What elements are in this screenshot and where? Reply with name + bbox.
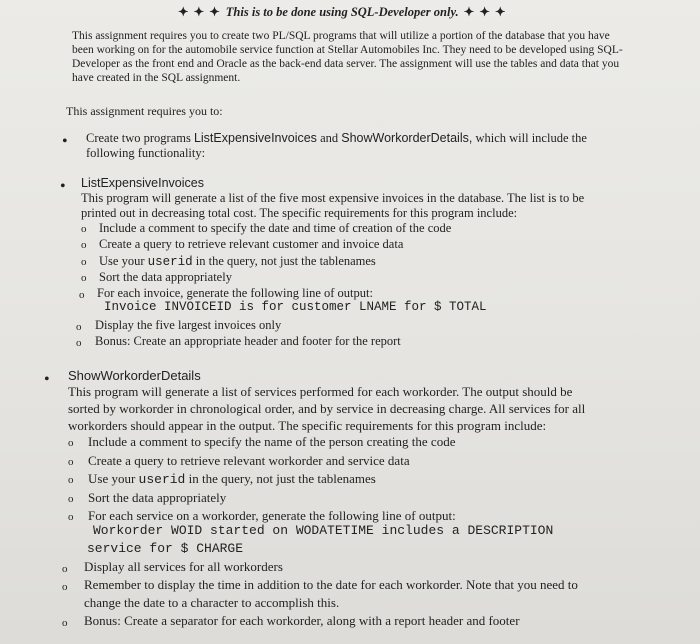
bullet-icon: • (44, 371, 50, 388)
circle-bullet-icon: o (62, 617, 68, 629)
circle-bullet-icon: o (76, 337, 82, 349)
b1-rest: which will include the (475, 131, 587, 145)
sw-userid-rest: in the query, not just the tablenames (188, 471, 376, 486)
title-text: This is to be done using SQL-Developer only. (225, 5, 459, 19)
li-item-output: For each invoice, generate the following line of output: (97, 286, 373, 300)
list-invoices-desc1: This program will generate a list of the five most expensive invoices in the database. The list is to be (81, 191, 585, 205)
requires-heading: This assignment requires you to: (66, 104, 223, 118)
li-item-display: Display the five largest invoices only (95, 318, 282, 332)
sw-userid-code: userid (138, 472, 186, 487)
sw-userid-prefix: Use your (88, 471, 136, 486)
circle-bullet-icon: o (68, 437, 74, 449)
li-userid-rest: in the query, not just the tablenames (195, 254, 376, 268)
b1-and: and (320, 131, 339, 145)
li-item-comment: Include a comment to specify the date and time of creation of the code (99, 221, 452, 235)
b1-prefix: Create two programs (86, 131, 191, 145)
li-item-sort: Sort the data appropriately (99, 270, 232, 284)
sw-item-remember: Remember to display the time in addition to the date for each workorder. Note that you need to (84, 577, 578, 592)
sw-item-output: For each service on a workorder, generate the following line of output: (88, 508, 456, 523)
sw-output-line2: service for $ CHARGE (87, 541, 244, 556)
intro-paragraph: This assignment requires you to create two PL/SQL programs that will utilize a portion of the database that you have been working on for the automobile service function at Stellar Automobiles Inc. They need to be developed using SQL-Developer as the front end and Oracle as the back-end data server. The assignment will use the tables and data that you have created in the SQL assignment. (72, 30, 623, 84)
stars-icon: ✦ ✦ ✦ (178, 5, 221, 19)
bullet-icon: • (62, 133, 68, 150)
sw-item-remember-2: change the date to a character to accomplish this. (84, 595, 340, 610)
sw-item-display: Display all services for all workorders (84, 559, 283, 574)
circle-bullet-icon: o (81, 239, 87, 251)
circle-bullet-icon: o (68, 474, 74, 486)
circle-bullet-icon: o (68, 456, 74, 468)
li-item-userid (99, 254, 376, 269)
bullet-create-programs (86, 131, 587, 146)
circle-bullet-icon: o (76, 321, 82, 333)
circle-bullet-icon: o (62, 581, 68, 593)
sw-item-comment: Include a comment to specify the name of the person creating the code (88, 434, 456, 449)
b1-line2: following functionality: (86, 146, 206, 160)
sw-desc2: sorted by workorder in chronological order, and by service in decreasing charge. All services for all (68, 401, 586, 416)
li-item-query: Create a query to retrieve relevant customer and invoice data (99, 237, 404, 251)
li-output-line: Invoice INVOICEID is for customer LNAME for $ TOTAL (104, 300, 487, 314)
b1-prog1: ListExpensiveInvoices (193, 131, 317, 145)
bullet-icon: • (60, 178, 66, 195)
circle-bullet-icon: o (79, 289, 85, 301)
circle-bullet-icon: o (68, 493, 74, 505)
sw-desc1: This program will generate a list of services performed for each workorder. The output should be (68, 384, 573, 399)
sw-item-bonus: Bonus: Create a separator for each workorder, along with a report header and footer (84, 613, 520, 628)
list-invoices-name: ListExpensiveInvoices (81, 176, 204, 190)
circle-bullet-icon: o (81, 272, 87, 284)
li-userid-code: userid (147, 255, 193, 269)
stars-icon: ✦ ✦ ✦ (463, 5, 507, 19)
b1-prog2: ShowWorkorderDetails, (341, 131, 473, 145)
circle-bullet-icon: o (81, 223, 87, 235)
circle-bullet-icon: o (62, 563, 68, 575)
sw-desc3: workorders should appear in the output. The specific requirements for this program include: (68, 418, 547, 433)
li-item-bonus: Bonus: Create an appropriate header and footer for the report (95, 334, 401, 348)
assignment-title (176, 4, 508, 20)
show-workorder-name: ShowWorkorderDetails (68, 368, 201, 383)
sw-output-line1: Workorder WOID started on WODATETIME includes a DESCRIPTION (93, 523, 554, 538)
sw-item-userid (88, 471, 376, 487)
circle-bullet-icon: o (81, 256, 87, 268)
sw-item-query: Create a query to retrieve relevant workorder and service data (88, 453, 410, 468)
sw-item-sort: Sort the data appropriately (88, 490, 227, 505)
circle-bullet-icon: o (68, 511, 74, 523)
list-invoices-desc2: printed out in decreasing total cost. The specific requirements for this program include: (81, 206, 518, 220)
li-userid-prefix: Use your (99, 254, 145, 268)
